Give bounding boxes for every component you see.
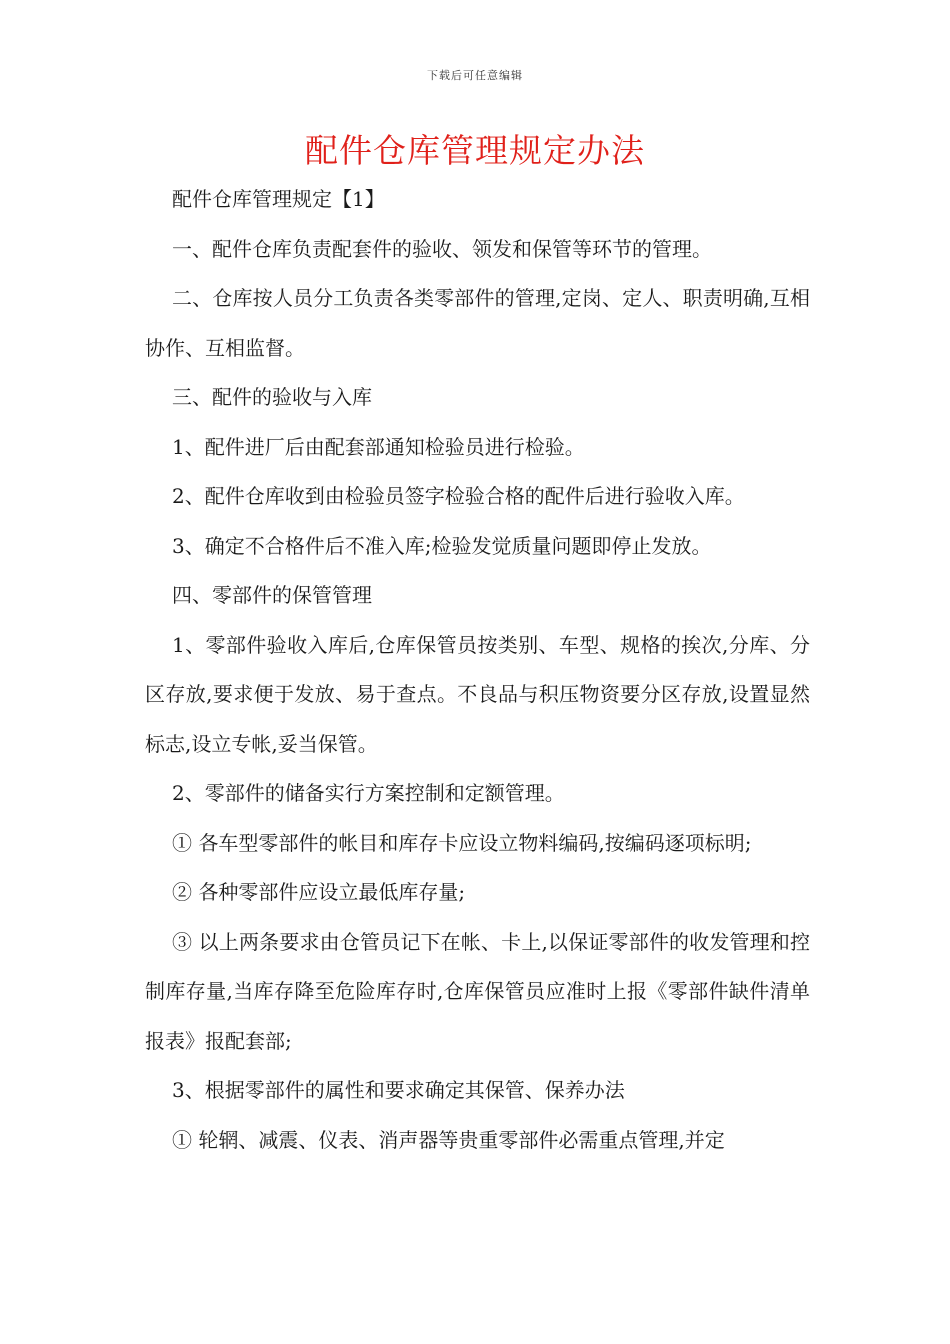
section-heading: 配件仓库管理规定【1】 bbox=[172, 187, 385, 211]
paragraph: 2、零部件的储备实行方案控制和定额管理。 bbox=[172, 781, 565, 805]
document-title: 配件仓库管理规定办法 bbox=[305, 131, 645, 170]
paragraph: ① 轮辋、减震、仪表、消声器等贵重零部件必需重点管理,并定 bbox=[172, 1127, 725, 1152]
paragraph: 3、确定不合格件后不准入库;检验发觉质量问题即停止发放。 bbox=[172, 533, 712, 558]
paragraph: 1、零部件验收入库后,仓库保管员按类别、车型、规格的挨次,分库、分区存放,要求便于发放、易于查点。不良品与积压物资要分区存放,设置显然标志,设立专帐,妥当保管。 bbox=[145, 632, 810, 756]
paragraph: 3、根据零部件的属性和要求确定其保管、保养办法 bbox=[172, 1078, 625, 1102]
document-body bbox=[145, 175, 810, 1165]
paragraph: 三、配件的验收与入库 bbox=[172, 385, 372, 409]
paragraph: 四、零部件的保管管理 bbox=[172, 583, 372, 607]
paragraph: 1、配件进厂后由配套部通知检验员进行检验。 bbox=[172, 434, 585, 459]
paragraph: 二、仓库按人员分工负责各类零部件的管理,定岗、定人、职责明确,互相协作、互相监督。 bbox=[145, 286, 810, 360]
paragraph: ① 各车型零部件的帐目和库存卡应设立物料编码,按编码逐项标明; bbox=[172, 830, 752, 855]
paragraph: 2、配件仓库收到由检验员签字检验合格的配件后进行验收入库。 bbox=[172, 484, 745, 508]
paragraph: ② 各种零部件应设立最低库存量; bbox=[172, 880, 466, 904]
paragraph: ③ 以上两条要求由仓管员记下在帐、卡上,以保证零部件的收发管理和控制库存量,当库存降至危险库存时,仓库保管员应准时上报《零部件缺件清单报表》报配套部; bbox=[145, 929, 810, 1053]
header-note: 下载后可任意编辑 bbox=[427, 69, 523, 82]
paragraph: 一、配件仓库负责配套件的验收、领发和保管等环节的管理。 bbox=[172, 236, 712, 261]
